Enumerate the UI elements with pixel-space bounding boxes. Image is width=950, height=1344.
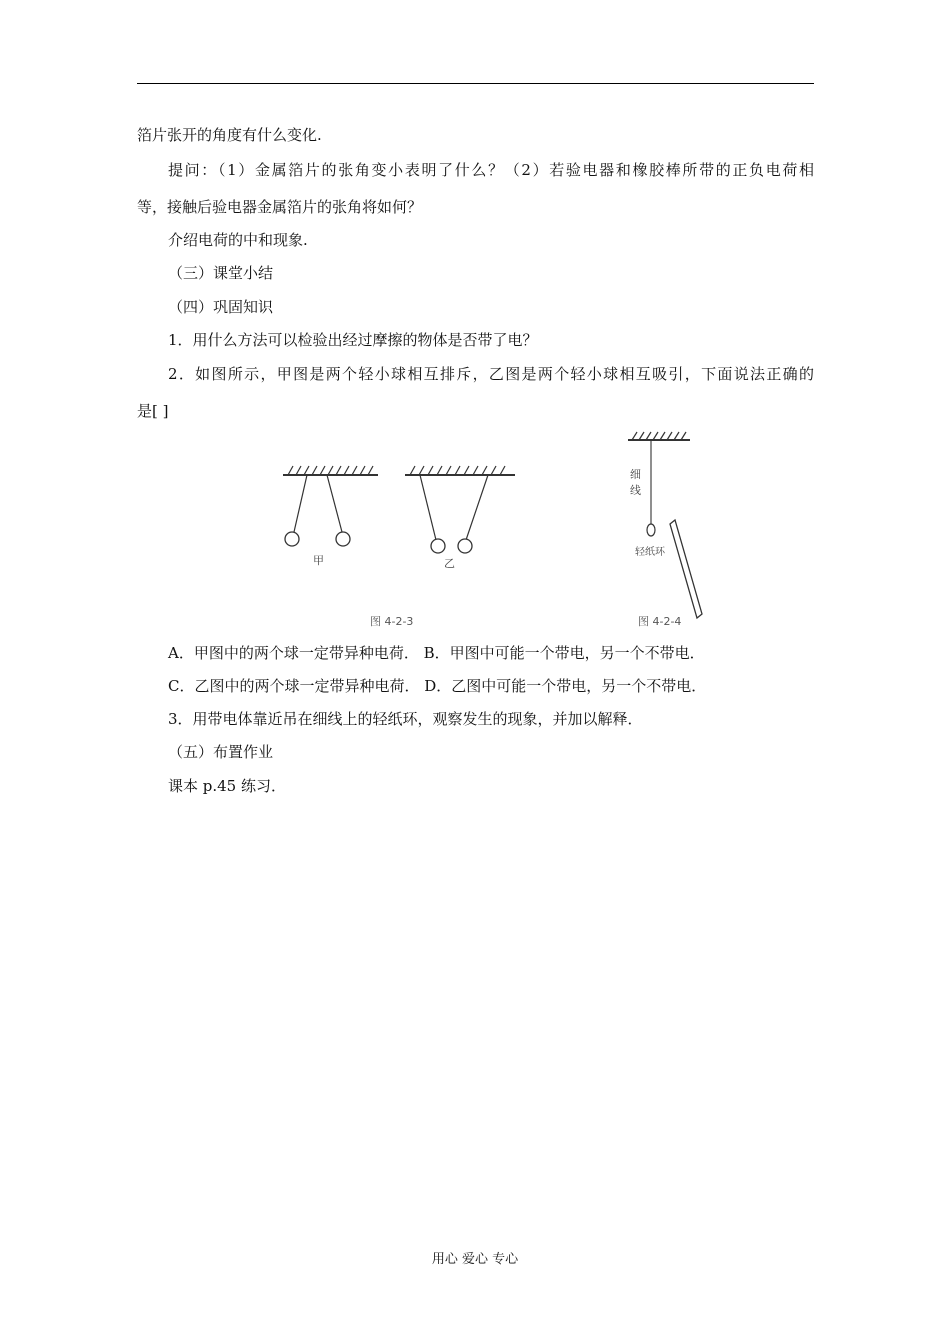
label-xi: 细 bbox=[630, 468, 641, 481]
section-homework: （五）布置作业 bbox=[168, 743, 274, 761]
label-xian: 线 bbox=[630, 484, 641, 497]
figures bbox=[270, 430, 730, 630]
homework-text: 课本 p.45 练习． bbox=[168, 777, 286, 795]
section-consolidate: （四）巩固知识 bbox=[168, 298, 274, 316]
question-3: 3．用带电体靠近吊在细线上的轻纸环，观察发生的现象，并加以解释． bbox=[168, 710, 643, 728]
charged-rod bbox=[670, 520, 702, 618]
header-rule bbox=[137, 83, 814, 84]
text-line-4: 介绍电荷的中和现象. bbox=[168, 231, 308, 249]
figure-jia bbox=[283, 466, 378, 567]
option-c-d: C．乙图中的两个球一定带异种电荷． D．乙图中可能一个带电，另一个不带电． bbox=[168, 677, 707, 695]
label-yi: 乙 bbox=[444, 557, 455, 570]
text-line-2: 提问：（1）金属箔片的张角变小表明了什么？（2）若验电器和橡胶棒所带的正负电荷相 bbox=[168, 161, 814, 179]
question-2: 2．如图所示，甲图是两个轻小球相互排斥，乙图是两个轻小球相互吸引，下面说法正确的 bbox=[168, 365, 814, 383]
text-line-3: 等，接触后验电器金属箔片的张角将如何？ bbox=[137, 198, 423, 216]
figure-yi bbox=[405, 466, 515, 570]
text-line-1: 箔片张开的角度有什么变化. bbox=[137, 126, 322, 144]
section-summary: （三）课堂小结 bbox=[168, 264, 274, 282]
option-a-b: A．甲图中的两个球一定带异种电荷． B．甲图中可能一个带电，另一个不带电． bbox=[168, 644, 705, 662]
question-2-bracket: 是[ ] bbox=[137, 402, 169, 420]
figure-paper-ring bbox=[628, 432, 702, 618]
label-paper-ring: 轻纸环 bbox=[635, 547, 665, 558]
question-1: 1．用什么方法可以检验出经过摩擦的物体是否带了电？ bbox=[168, 331, 538, 349]
label-jia: 甲 bbox=[313, 554, 324, 567]
caption-4-2-3: 图 4-2-3 bbox=[370, 615, 414, 628]
caption-4-2-4: 图 4-2-4 bbox=[638, 615, 682, 628]
page-footer: 用心 爱心 专心 bbox=[431, 1252, 519, 1267]
